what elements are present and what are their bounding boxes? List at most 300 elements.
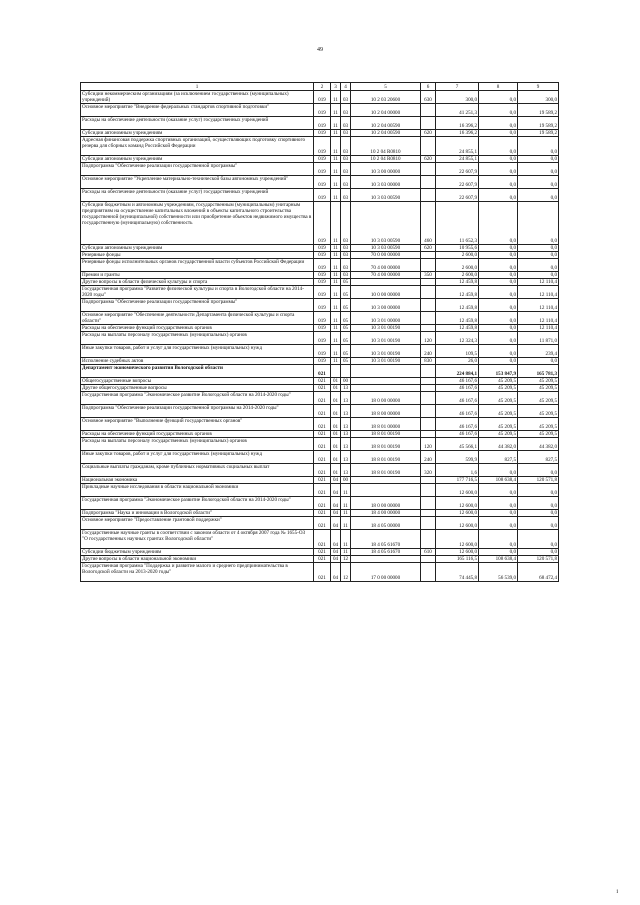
expense-type-cell (421, 392, 436, 405)
table-row (81, 549, 559, 556)
expense-type-cell (421, 189, 436, 202)
value-cell: 12 110,4 (518, 325, 559, 332)
expense-type-cell: 320 (421, 464, 436, 477)
row-name-cell: Государственная программа "Поддержка и развитие малого и среднего предпринимательства в Вологодской области на 2013-2020 годы" (81, 563, 314, 582)
section-cell: 01 (331, 385, 341, 392)
section-cell: 11 (331, 286, 341, 299)
value-cell: 0,0 (518, 530, 559, 549)
row-name-cell: Расходы на выплаты персоналу государственных (муниципальных) органов (81, 332, 314, 345)
glav-code-cell: 019 (314, 252, 331, 259)
table-row (81, 378, 559, 385)
value-cell: 46 167,6 (436, 385, 479, 392)
row-name-cell: Иные закупки товаров, работ и услуг для государственных (муниципальных) нужд (81, 345, 314, 358)
section-cell: 04 (331, 549, 341, 556)
target-article-cell: 10 3 03 00590 (351, 202, 421, 245)
target-article-cell (351, 556, 421, 563)
value-cell: 56 539,0 (479, 563, 518, 582)
glav-code-cell: 019 (314, 299, 331, 312)
section-cell: 01 (331, 405, 341, 418)
subsection-cell: 05 (341, 332, 351, 345)
value-cell: 12 459,8 (436, 299, 479, 312)
column-header: 6 (421, 83, 436, 91)
subsection-cell: 05 (341, 299, 351, 312)
expense-type-cell (421, 563, 436, 582)
value-cell: 19 589,2 (518, 104, 559, 117)
table-row (81, 91, 559, 104)
glav-code-cell: 019 (314, 286, 331, 299)
subsection-cell: 11 (341, 497, 351, 510)
value-cell: 0,0 (479, 189, 518, 202)
column-header: 8 (479, 83, 518, 91)
table-row (81, 137, 559, 156)
subsection-cell: 13 (341, 451, 351, 464)
value-cell: 0,0 (518, 358, 559, 365)
subsection-cell: 11 (341, 549, 351, 556)
expense-type-cell (421, 325, 436, 332)
value-cell: 22 607,9 (436, 176, 479, 189)
expense-type-cell (421, 418, 436, 431)
value-cell: 12 600,0 (436, 549, 479, 556)
target-article-cell: 10 3 03 00590 (351, 189, 421, 202)
target-article-cell: 18 8 01 00190 (351, 451, 421, 464)
target-article-cell: 10 3 01 00190 (351, 358, 421, 365)
value-cell: 16 396,2 (436, 130, 479, 137)
expense-type-cell (421, 365, 436, 378)
row-name-cell: Адресная финансовая поддержка спортивных организаций, осуществляющих подготовку спортивного резерва для сборных команд Российской Федерации (81, 137, 314, 156)
value-cell: 0,0 (518, 272, 559, 279)
value-cell: 12 600,0 (436, 517, 479, 530)
row-name-cell: Расходы на обеспечение функций государственных органов (81, 431, 314, 438)
row-name-cell: Субсидии некоммерческим организациям (за исключением государственных (муниципальных) учреждений) (81, 91, 314, 104)
value-cell: 45 209,5 (518, 405, 559, 418)
subsection-cell: 03 (341, 252, 351, 259)
target-article-cell (351, 477, 421, 484)
value-cell: 300,0 (518, 91, 559, 104)
value-cell: 224 884,1 (436, 365, 479, 378)
value-cell: 0,0 (479, 202, 518, 245)
table-row (81, 497, 559, 510)
expense-type-cell (421, 497, 436, 510)
glav-code-cell: 019 (314, 91, 331, 104)
value-cell: 12 110,4 (518, 286, 559, 299)
page-number: 49 (317, 47, 323, 53)
value-cell: 12 110,4 (518, 312, 559, 325)
value-cell: 46 167,6 (436, 392, 479, 405)
table-row (81, 104, 559, 117)
value-cell: 0,0 (479, 130, 518, 137)
expense-type-cell (421, 484, 436, 497)
expense-type-cell (421, 104, 436, 117)
value-cell: 0,0 (479, 497, 518, 510)
glav-code-cell: 021 (314, 549, 331, 556)
value-cell: 0,0 (479, 464, 518, 477)
row-name-cell: Государственная программа "Экономическое развитие Вологодской области на 2014-2020 годы" (81, 497, 314, 510)
value-cell: 68 472,4 (518, 563, 559, 582)
value-cell: 45 209,5 (518, 392, 559, 405)
value-cell: 239,4 (518, 345, 559, 358)
table-row (81, 530, 559, 549)
subsection-cell: 03 (341, 189, 351, 202)
glav-code-cell: 021 (314, 556, 331, 563)
table-row (81, 431, 559, 438)
section-cell: 11 (331, 137, 341, 156)
value-cell: 12 600,0 (436, 484, 479, 497)
subsection-cell: 13 (341, 431, 351, 438)
target-article-cell: 70 4 00 00000 (351, 272, 421, 279)
target-article-cell: 10 3 03 00590 (351, 245, 421, 252)
glav-code-cell: 019 (314, 130, 331, 137)
value-cell: 0,0 (479, 530, 518, 549)
target-article-cell: 10 3 01 00190 (351, 345, 421, 358)
section-cell: 11 (331, 202, 341, 245)
table-row (81, 189, 559, 202)
value-cell: 0,0 (518, 163, 559, 176)
value-cell: 0,0 (479, 137, 518, 156)
expense-type-cell (421, 510, 436, 517)
row-name-cell: Расходы на обеспечение деятельности (оказание услуг) государственных учреждений (81, 189, 314, 202)
section-cell: 04 (331, 497, 341, 510)
value-cell: 165 116,5 (436, 556, 479, 563)
glav-code-cell: 021 (314, 392, 331, 405)
value-cell: 44 382,0 (518, 438, 559, 451)
expense-type-cell (421, 431, 436, 438)
glav-code-cell: 019 (314, 189, 331, 202)
glav-code-cell: 019 (314, 202, 331, 245)
value-cell: 22 607,9 (436, 189, 479, 202)
value-cell: 16 396,2 (436, 117, 479, 130)
glav-code-cell: 019 (314, 163, 331, 176)
row-name-cell: Резервные фонды исполнительных органов государственной власти субъектов Российской Федерации (81, 259, 314, 272)
section-cell: 04 (331, 510, 341, 517)
value-cell: 109,5 (436, 345, 479, 358)
subsection-cell: 05 (341, 345, 351, 358)
table-row (81, 130, 559, 137)
value-cell: 12 600,0 (436, 530, 479, 549)
row-name-cell: Субсидии бюджетным учреждениям (81, 549, 314, 556)
value-cell: 0,0 (479, 156, 518, 163)
section-cell: 01 (331, 464, 341, 477)
section-cell: 11 (331, 130, 341, 137)
subsection-cell: 13 (341, 418, 351, 431)
glav-code-cell: 019 (314, 104, 331, 117)
value-cell: 46 167,6 (436, 378, 479, 385)
subsection-cell: 13 (341, 464, 351, 477)
section-cell: 04 (331, 477, 341, 484)
section-cell: 04 (331, 517, 341, 530)
subsection-cell: 03 (341, 272, 351, 279)
expense-type-cell: 120 (421, 332, 436, 345)
glav-code-cell: 019 (314, 156, 331, 163)
value-cell: 0,0 (479, 163, 518, 176)
value-cell: 12 324,3 (436, 332, 479, 345)
section-cell: 11 (331, 176, 341, 189)
glav-code-cell: 021 (314, 530, 331, 549)
row-name-cell: Подпрограмма "Обеспечение реализации государственной программы" (81, 299, 314, 312)
value-cell: 1,6 (436, 464, 479, 477)
table-row (81, 556, 559, 563)
target-article-cell: 10 3 03 00000 (351, 176, 421, 189)
value-cell: 2 600,0 (436, 272, 479, 279)
target-article-cell: 10 0 00 00000 (351, 286, 421, 299)
table-row (81, 156, 559, 163)
value-cell: 12 600,0 (436, 497, 479, 510)
target-article-cell: 18 4 00 00000 (351, 510, 421, 517)
value-cell: 0,0 (479, 252, 518, 259)
value-cell: 0,0 (479, 510, 518, 517)
glav-code-cell: 021 (314, 510, 331, 517)
section-cell: 04 (331, 530, 341, 549)
table-row (81, 438, 559, 451)
row-name-cell: Подпрограмма "Обеспечение реализации государственной программы" (81, 163, 314, 176)
subsection-cell (341, 365, 351, 378)
target-article-cell: 10 2 03 20600 (351, 91, 421, 104)
table-row (81, 279, 559, 286)
subsection-cell: 03 (341, 137, 351, 156)
value-cell: 120 571,8 (518, 477, 559, 484)
glav-code-cell: 019 (314, 358, 331, 365)
section-cell: 01 (331, 392, 341, 405)
section-cell: 04 (331, 563, 341, 582)
page-corner-mark: i (616, 889, 618, 895)
subsection-cell: 13 (341, 438, 351, 451)
value-cell: 24 855,1 (436, 137, 479, 156)
expense-type-cell: 240 (421, 451, 436, 464)
table-row (81, 163, 559, 176)
target-article-cell: 18 8 01 00000 (351, 418, 421, 431)
glav-code-cell: 019 (314, 245, 331, 252)
table-header-row (81, 83, 559, 91)
table-row (81, 176, 559, 189)
expense-type-cell (421, 312, 436, 325)
value-cell: 0,0 (479, 517, 518, 530)
value-cell: 827,5 (518, 451, 559, 464)
target-article-cell: 10 2 04 R0810 (351, 156, 421, 163)
table-row (81, 117, 559, 130)
row-name-cell: Государственная программа "Развитие физической культуры и спорта в Вологодской области на 2014-2020 годы" (81, 286, 314, 299)
expense-type-cell (421, 176, 436, 189)
row-name-cell: Департамент экономического развития Вологодской области (81, 365, 314, 378)
row-name-cell: Субсидии бюджетным и автономным учреждениям, государственным (муниципальным) унитарным предприятиям на осуществление капитальных вложений в объекты капитального строительства государственной (муниципальной) собственности или приобретение объектов недвижимого имущества в государственную (муниципальную) собственность (81, 202, 314, 245)
value-cell: 45 209,5 (518, 431, 559, 438)
value-cell: 46 167,6 (436, 418, 479, 431)
table-row (81, 563, 559, 582)
target-article-cell (351, 365, 421, 378)
value-cell: 0,0 (479, 325, 518, 332)
row-name-cell: Социальные выплаты гражданам, кроме публичных нормативных социальных выплат (81, 464, 314, 477)
subsection-cell: 12 (341, 563, 351, 582)
value-cell: 11 871,0 (518, 332, 559, 345)
target-article-cell: 18 4 05 61670 (351, 530, 421, 549)
expense-type-cell (421, 137, 436, 156)
row-name-cell: Подпрограмма "Обеспечение реализации государственной программы на 2014-2020 годы" (81, 405, 314, 418)
row-name-cell: Подпрограмма "Наука и инновации в Вологодской области" (81, 510, 314, 517)
value-cell: 22 607,9 (436, 163, 479, 176)
expense-type-cell: 620 (421, 130, 436, 137)
subsection-cell: 03 (341, 130, 351, 137)
row-name-cell: Другие общегосударственные вопросы (81, 385, 314, 392)
value-cell: 0,0 (479, 358, 518, 365)
value-cell: 300,0 (436, 91, 479, 104)
value-cell: 45 566,1 (436, 438, 479, 451)
table-row (81, 245, 559, 252)
value-cell: 0,0 (479, 245, 518, 252)
row-name-cell: Основное мероприятие "Выполнение функций государственных органов" (81, 418, 314, 431)
section-cell: 11 (331, 312, 341, 325)
row-name-cell: Прикладные научные исследования в области национальной экономики (81, 484, 314, 497)
subsection-cell: 11 (341, 530, 351, 549)
table-row (81, 484, 559, 497)
section-cell: 01 (331, 378, 341, 385)
table-row (81, 325, 559, 332)
target-article-cell: 10 2 04 00590 (351, 130, 421, 137)
subsection-cell: 00 (341, 477, 351, 484)
expense-type-cell (421, 252, 436, 259)
value-cell: 45 209,5 (479, 418, 518, 431)
section-cell: 11 (331, 252, 341, 259)
expense-type-cell (421, 299, 436, 312)
table-row (81, 345, 559, 358)
value-cell: 0,0 (479, 299, 518, 312)
value-cell: 11 652,3 (436, 202, 479, 245)
value-cell: 19 589,2 (518, 130, 559, 137)
row-name-cell: Расходы на обеспечение деятельности (оказание услуг) государственных учреждений (81, 117, 314, 130)
subsection-cell: 03 (341, 176, 351, 189)
section-cell: 11 (331, 272, 341, 279)
expense-type-cell: 120 (421, 438, 436, 451)
value-cell: 0,0 (479, 91, 518, 104)
glav-code-cell: 021 (314, 451, 331, 464)
value-cell: 0,0 (518, 510, 559, 517)
value-cell: 0,0 (479, 117, 518, 130)
row-name-cell: Основное мероприятие "Укрепление материально-технической базы автономных учреждений" (81, 176, 314, 189)
value-cell: 12 600,0 (436, 510, 479, 517)
subsection-cell: 03 (341, 104, 351, 117)
section-cell: 11 (331, 279, 341, 286)
expense-type-cell (421, 385, 436, 392)
value-cell: 120 571,8 (518, 556, 559, 563)
subsection-cell: 05 (341, 312, 351, 325)
table-row (81, 259, 559, 272)
glav-code-cell: 021 (314, 438, 331, 451)
table-row (81, 252, 559, 259)
glav-code-cell: 019 (314, 279, 331, 286)
row-name-cell: Другие вопросы в области национальной экономики (81, 556, 314, 563)
value-cell: 12 459,8 (436, 312, 479, 325)
value-cell: 26,0 (436, 358, 479, 365)
target-article-cell: 10 3 01 00000 (351, 312, 421, 325)
expense-type-cell: 610 (421, 549, 436, 556)
glav-code-cell: 019 (314, 137, 331, 156)
section-cell: 01 (331, 438, 341, 451)
section-cell: 01 (331, 431, 341, 438)
value-cell: 74 445,8 (436, 563, 479, 582)
target-article-cell: 10 3 01 00190 (351, 332, 421, 345)
value-cell: 0,0 (518, 464, 559, 477)
expense-type-cell: 830 (421, 358, 436, 365)
value-cell: 0,0 (479, 549, 518, 556)
value-cell: 0,0 (479, 332, 518, 345)
value-cell: 0,0 (479, 286, 518, 299)
table-row (81, 418, 559, 431)
subsection-cell: 11 (341, 484, 351, 497)
column-header: 5 (351, 83, 421, 91)
section-cell (331, 365, 341, 378)
value-cell: 12 110,4 (518, 279, 559, 286)
subsection-cell: 03 (341, 91, 351, 104)
column-header: 9 (518, 83, 559, 91)
subsection-cell: 13 (341, 405, 351, 418)
target-article-cell: 18 8 01 00190 (351, 438, 421, 451)
expense-type-cell (421, 286, 436, 299)
subsection-cell: 05 (341, 358, 351, 365)
budget-table (80, 82, 559, 582)
expense-type-cell: 620 (421, 156, 436, 163)
subsection-cell: 13 (341, 392, 351, 405)
target-article-cell: 10 2 04 00590 (351, 117, 421, 130)
target-article-cell: 10 2 04 R0810 (351, 137, 421, 156)
expense-type-cell: 240 (421, 345, 436, 358)
subsection-cell: 12 (341, 556, 351, 563)
glav-code-cell: 019 (314, 325, 331, 332)
row-name-cell: Общегосударственные вопросы (81, 378, 314, 385)
target-article-cell: 70 0 00 00000 (351, 252, 421, 259)
target-article-cell: 70 4 00 00000 (351, 259, 421, 272)
target-article-cell: 18 0 00 00000 (351, 497, 421, 510)
table-row (81, 286, 559, 299)
subsection-cell: 05 (341, 325, 351, 332)
section-cell: 01 (331, 418, 341, 431)
value-cell: 19 589,2 (518, 117, 559, 130)
table-row (81, 332, 559, 345)
value-cell: 44 382,0 (479, 438, 518, 451)
value-cell: 177 716,5 (436, 477, 479, 484)
glav-code-cell: 021 (314, 477, 331, 484)
value-cell: 0,0 (479, 345, 518, 358)
subsection-cell: 03 (341, 245, 351, 252)
value-cell: 0,0 (479, 104, 518, 117)
glav-code-cell: 019 (314, 117, 331, 130)
column-header: 7 (436, 83, 479, 91)
value-cell: 0,0 (518, 245, 559, 252)
glav-code-cell: 019 (314, 345, 331, 358)
expense-type-cell: 620 (421, 245, 436, 252)
value-cell: 12 459,8 (436, 325, 479, 332)
section-cell: 11 (331, 299, 341, 312)
subsection-cell: 03 (341, 202, 351, 245)
table-row (81, 405, 559, 418)
row-name-cell: Премии и гранты (81, 272, 314, 279)
expense-type-cell (421, 163, 436, 176)
value-cell: 2 600,0 (436, 259, 479, 272)
subsection-cell: 03 (341, 117, 351, 130)
value-cell: 45 209,5 (479, 392, 518, 405)
section-cell: 11 (331, 117, 341, 130)
table-row (81, 385, 559, 392)
value-cell: 0,0 (479, 312, 518, 325)
expense-type-cell (421, 517, 436, 530)
value-cell: 41 251,3 (436, 104, 479, 117)
target-article-cell (351, 378, 421, 385)
subsection-cell: 11 (341, 517, 351, 530)
row-name-cell: Резервные фонды (81, 252, 314, 259)
value-cell: 2 600,0 (436, 252, 479, 259)
value-cell: 12 110,4 (518, 299, 559, 312)
value-cell: 0,0 (518, 252, 559, 259)
row-name-cell: Основное мероприятие "Предоставление грантовой поддержки" (81, 517, 314, 530)
row-name-cell: Основное мероприятие "Обеспечение деятельности Департамента физической культуры и спорта области" (81, 312, 314, 325)
table-row (81, 272, 559, 279)
value-cell: 0,0 (518, 549, 559, 556)
